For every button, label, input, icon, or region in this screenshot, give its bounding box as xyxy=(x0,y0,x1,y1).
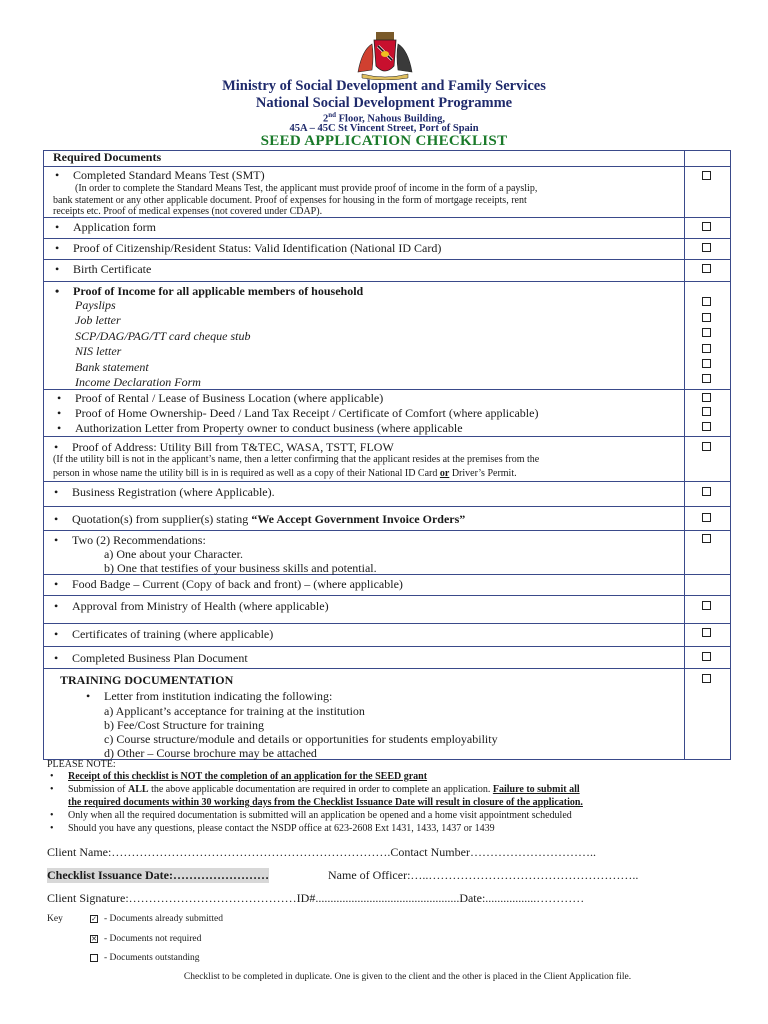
row-divider xyxy=(43,506,731,507)
application-form-item: • Application form xyxy=(73,220,156,234)
row-divider xyxy=(43,259,731,260)
note-item: • Should you have any questions, please contact the NSDP office at 623-2608 Ext 1431, 1433, 1437 or 1439 xyxy=(68,822,495,835)
checkbox[interactable] xyxy=(702,513,711,522)
income-item: Job letter xyxy=(75,313,121,327)
key-outstanding: - Documents outstanding xyxy=(90,953,200,963)
required-documents-heading: Required Documents xyxy=(53,150,162,164)
coat-of-arms-logo xyxy=(354,32,416,80)
checkbox[interactable] xyxy=(702,422,711,431)
checkbox[interactable] xyxy=(702,374,711,383)
training-documentation-heading: TRAINING DOCUMENTATION xyxy=(60,673,234,687)
checkbox[interactable] xyxy=(702,601,711,610)
programme-name: National Social Development Programme xyxy=(255,95,513,111)
crossed-box-icon: ✕ xyxy=(91,934,97,943)
checkbox[interactable] xyxy=(702,328,711,337)
quotation-item: • Quotation(s) from supplier(s) stating “We Accept Government Invoice Orders” xyxy=(72,512,465,526)
ministry-health-item: • Approval from Ministry of Health (where applicable) xyxy=(72,599,329,613)
business-registration-item: • Business Registration (where Applicable). xyxy=(72,485,275,499)
empty-box-icon xyxy=(90,954,98,962)
training-sub-item: c) Course structure/module and details or opportunities for students employability xyxy=(104,732,498,746)
address-note: person in whose name the utility bill is in is required as well as a copy of their National ID Card or Driver’s Permit. xyxy=(53,468,517,479)
signature-id-date-field[interactable]: Client Signature:……………………………………ID#................................................Date:.................………… xyxy=(47,891,585,905)
citizenship-item: • Proof of Citizenship/Resident Status: Valid Identification (National ID Card) xyxy=(73,241,441,255)
training-sub-item: b) Fee/Cost Structure for training xyxy=(104,718,264,732)
training-sub-item: a) Applicant’s acceptance for training at the institution xyxy=(104,704,365,718)
checkbox[interactable] xyxy=(702,222,711,231)
recommendations-item: • Two (2) Recommendations: xyxy=(72,533,206,547)
authorization-item: • Authorization Letter from Property owner to conduct business (where applicable xyxy=(75,421,463,435)
note-item: • Receipt of this checklist is NOT the completion of an application for the SEED grant xyxy=(68,770,427,783)
income-item: NIS letter xyxy=(75,344,122,358)
row-divider xyxy=(43,238,731,239)
training-sub-item: d) Other – Course brochure may be attached xyxy=(104,746,317,760)
checkbox[interactable] xyxy=(702,534,711,543)
checkbox[interactable] xyxy=(702,487,711,496)
checklist-title: SEED APPLICATION CHECKLIST xyxy=(260,133,508,149)
training-letter-item: • Letter from institution indicating the following: xyxy=(104,689,332,703)
issuance-date-field[interactable]: Checklist Issuance Date:…………………… xyxy=(47,868,269,882)
ownership-item: • Proof of Home Ownership- Deed / Land Tax Receipt / Certificate of Comfort (where applicable) xyxy=(75,406,538,420)
recommendation-a: a) One about your Character. xyxy=(104,547,243,561)
checkbox[interactable] xyxy=(702,442,711,451)
client-name-contact-field[interactable]: Client Name:…………………………………………………………….Contact Number………………………….. xyxy=(47,845,596,859)
rental-item: • Proof of Rental / Lease of Business Location (where applicable) xyxy=(75,391,383,405)
recommendation-b: b) One that testifies of your business skills and potential. xyxy=(104,561,377,575)
checkbox[interactable] xyxy=(702,344,711,353)
row-divider xyxy=(43,595,731,596)
checkbox[interactable] xyxy=(702,628,711,637)
training-certificates-item: • Certificates of training (where applicable) xyxy=(72,627,273,641)
notes-heading: PLEASE NOTE: xyxy=(47,759,116,770)
officer-name-field[interactable]: Name of Officer:…..…………………………………………….. xyxy=(328,868,639,882)
checkbox[interactable] xyxy=(702,313,711,322)
checkbox[interactable] xyxy=(702,171,711,180)
row-divider xyxy=(43,623,731,624)
checked-box-icon: ✓ xyxy=(91,914,97,923)
checkbox[interactable] xyxy=(702,393,711,402)
row-divider xyxy=(43,436,731,437)
checkbox[interactable] xyxy=(702,264,711,273)
ministry-name: Ministry of Social Development and Family Services xyxy=(222,78,546,94)
checkbox[interactable] xyxy=(702,243,711,252)
address-line-1: 2nd Floor, Nahous Building, xyxy=(322,111,446,125)
smt-note: (In order to complete the Standard Means Test, the applicant must provide proof of income in the form of a payslip, xyxy=(75,183,538,194)
business-plan-item: • Completed Business Plan Document xyxy=(72,651,248,665)
footer-note: Checklist to be completed in duplicate. One is given to the client and the other is placed in the Client Application file. xyxy=(183,972,632,982)
income-item: Income Declaration Form xyxy=(75,375,201,389)
income-item: SCP/DAG/PAG/TT card cheque stub xyxy=(75,329,251,343)
note-item: • Only when all the required documentation is submitted will an application be opened and a home visit appointment scheduled xyxy=(68,809,572,822)
address-proof-item: • Proof of Address: Utility Bill from T&TEC, WASA, TSTT, FLOW xyxy=(72,440,394,454)
birth-certificate-item: • Birth Certificate xyxy=(73,262,151,276)
row-divider xyxy=(43,166,731,167)
checkbox[interactable] xyxy=(702,652,711,661)
row-divider xyxy=(43,281,731,282)
note-item-continued: the required documents within 30 working days from the Checklist Issuance Date will result in closure of the application. xyxy=(68,797,583,808)
checkbox[interactable] xyxy=(702,674,711,683)
income-heading: • Proof of Income for all applicable members of household xyxy=(73,284,363,298)
checkbox[interactable] xyxy=(702,359,711,368)
checkbox[interactable] xyxy=(702,297,711,306)
note-item: • Submission of ALL the above applicable documentation are required in order to complete an application. Failure to submit all xyxy=(68,783,580,796)
smt-note: receipts etc. Proof of medical expenses (not covered under CDAP). xyxy=(53,206,323,217)
address-note: (If the utility bill is not in the applicant’s name, then a letter confirming that the applicant resides at the premises from the xyxy=(53,454,540,465)
key-label: Key xyxy=(47,914,63,924)
checkbox[interactable] xyxy=(702,407,711,416)
row-divider xyxy=(43,646,731,647)
key-submitted: ✓ - Documents already submitted xyxy=(91,914,223,924)
income-item: Payslips xyxy=(75,298,116,312)
row-divider xyxy=(43,668,731,669)
key-not-required: ✕ - Documents not required xyxy=(91,934,202,944)
income-item: Bank statement xyxy=(75,360,149,374)
row-divider xyxy=(43,481,731,482)
smt-item: • Completed Standard Means Test (SMT) xyxy=(73,168,265,182)
address-line-2: 45A – 45C St Vincent Street, Port of Spain xyxy=(289,123,479,134)
food-badge-item: • Food Badge – Current (Copy of back and front) – (where applicable) xyxy=(72,577,403,591)
row-divider xyxy=(43,389,731,390)
row-divider xyxy=(43,530,731,531)
smt-note: bank statement or any other applicable document. Proof of expenses for housing in the form of mortgage receipts, rent xyxy=(53,195,527,206)
